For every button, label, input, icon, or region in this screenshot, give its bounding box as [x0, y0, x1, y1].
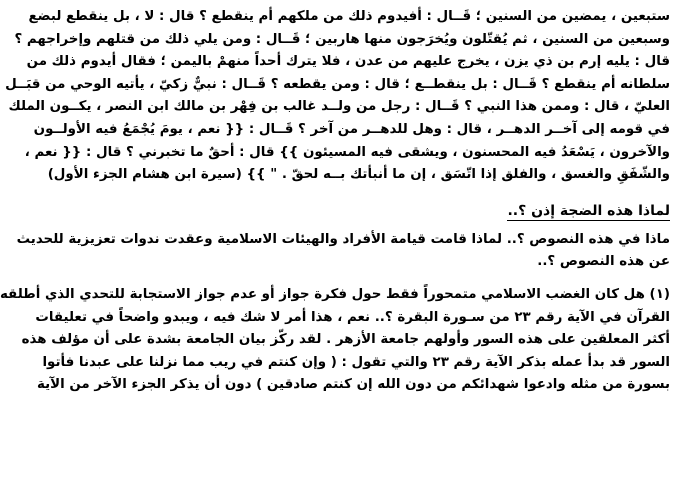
text-line: (١) هل كان الغضب الاسلامي متمحوراً فقط حول فكرة جواز أو عدم جواز الاستجابة للتحدي الذي أطلقه: [0, 286, 670, 302]
text-line: وسبعين من السنين ، ثم يُقتّلون ويُخرَجون منها هاربين ؛ قَــال : ومن يلي ذلك من قتلهم وإخراجهم ؟: [14, 31, 670, 47]
text-line: سلطانه أم ينقطع ؟ قَــال : بل ينقطــع ؛ قال : ومن يقطعه ؟ قَــال : نبيٌّ زكيّ ، يأتيه الوحي من قبَــل: [5, 76, 670, 92]
text-line: السور قد بدأ عمله بذكر الآية رقم ٢٣ والتي تقول : ( وإن كنتم في ريب مما نزلنا على عبدنا فأتوا: [42, 354, 670, 370]
text-line: ماذا في هذه النصوص ؟.. لماذا قامت قيامة الأفراد والهيئات الاسلامية وعقدت ندوات تعزيزية للحديث: [16, 231, 670, 247]
text-line: في قومه إلى آخــر الدهــر ، قال : وهل للدهــر من آخر ؟ قَــال : {{ نعم ، يومَ يُجْمَعُ فيه الأولــون: [33, 121, 670, 137]
text-line: قال : يليه إرم بن ذي يزن ، يخرج عليهم من عدن ، فلا يترك أحداً منهمْ باليمن ؛ فقال أيدوم ذلك من: [26, 54, 670, 70]
text-line: العليّ ، قال : وممن هذا النبي ؟ قَــال : رجل من ولــد غالب بن فِهْر بن مالك ابن النصر ، يكــون الملك: [8, 99, 670, 115]
question-paragraph: [16, 229, 670, 274]
text-line: ستبعين ، يمضين من السنين ؛ قَــال : أفيدوم ذلك من ملكهم أم ينقطع ؟ قال : لا ، بل ينقطع لبضع: [28, 9, 670, 24]
document-page: [0, 6, 670, 490]
point-paragraph: [0, 284, 670, 397]
section-heading-wrap: [83, 203, 670, 227]
text-line: والآخرون ، يَسْعَدُ فيه المحسنون ، ويشقى فيه المسيئون }} قال : أحقٌ ما تخبرني ؟ قال : {{ نعم ،: [24, 144, 670, 160]
section-heading: لماذا هذه الضجة إذن ؟..: [507, 202, 670, 219]
text-line: عن هذه النصوص ؟..: [537, 254, 670, 270]
text-line: أكثر المعلقين على هذه السور وأولهم جامعة الأزهر . لقد ركّز بيان الجامعة بشدة على أن مؤلف هذه: [21, 332, 670, 348]
text-line: والشّفَقِ والغسق ، والفلق إذا اتّسَق ، إن ما أنبأتك بــه لحقّ . " }} (سيرة ابن هشام الجزء الأول): [47, 167, 670, 183]
paragraph-gap: [83, 274, 670, 284]
quote-paragraph: [5, 6, 670, 187]
text-line: بسورة من مثله وادعوا شهدائكم من دون الله إن كنتم صادقين ) دون أن يذكر الجزء الآخر من الآية: [36, 377, 670, 393]
text-line: القرآن في الآية رقم ٢٣ من سـورة البقرة ؟.. نعم ، هذا أمر لا شك فيه ، ويبدو واضحاً في تعليقات: [35, 309, 670, 325]
